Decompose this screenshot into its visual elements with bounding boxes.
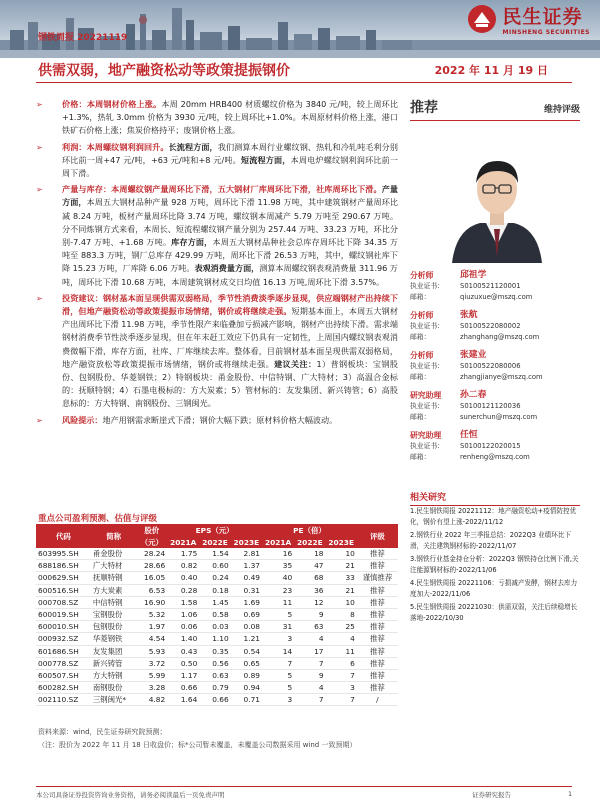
table-cell: 21 — [326, 584, 357, 596]
table-cell: 25 — [326, 621, 357, 633]
summary-risk: ➢ 风险提示：地产用钢需求断崖式下滑；钢价大幅下跌；原材料价格大幅波动。 — [36, 414, 398, 427]
related-research-item[interactable]: 2.钢铁行业 2022 年三季报总结：2022Q3 业绩环比下滑，关注建筑钢材标的-2022/11/07 — [410, 531, 572, 550]
table-cell: 1.10 — [199, 633, 230, 645]
cert-label: 执业证书： — [410, 442, 444, 450]
table-cell: 000778.SZ — [36, 657, 91, 669]
analyst-email[interactable]: sunerchun@mszq.com — [460, 413, 538, 421]
table-cell: 谨慎推荐 — [357, 572, 398, 584]
table-cell: 华菱钢铁 — [91, 633, 137, 645]
table-cell: 600010.SH — [36, 621, 91, 633]
col-code: 代码 — [36, 524, 91, 548]
table-cell: 甬金股份 — [91, 548, 137, 560]
table-cell: 47 — [294, 560, 325, 572]
table-cell: 0.06 — [167, 621, 199, 633]
table-cell: 推荐 — [357, 657, 398, 669]
table-cell: 友发集团 — [91, 645, 137, 657]
table-cell: 5 — [262, 608, 294, 620]
related-research-item[interactable]: 1.民生钢铁周报 20221112：地产融资松动+疫情防控优化，钢价有望上涨-2022/11/12 — [410, 507, 577, 526]
brand-name-en: MINSHENG SECURITIES — [502, 29, 590, 36]
table-cell: 1.69 — [231, 596, 262, 608]
table-cell: 5.32 — [136, 608, 167, 620]
table-row — [36, 560, 398, 572]
table-cell: 0.79 — [199, 682, 230, 694]
table-cell: 0.50 — [167, 657, 199, 669]
table-cell: 16.05 — [136, 572, 167, 584]
analyst-card — [410, 430, 580, 463]
analyst-cert: S0100121120036 — [460, 402, 521, 410]
table-cell: 4 — [294, 633, 325, 645]
analyst-name: 任恒 — [460, 430, 478, 440]
analyst-cert: S0100522080002 — [460, 322, 521, 330]
table-cell: 推荐 — [357, 548, 398, 560]
analyst-email[interactable]: zhangjianye@mszq.com — [460, 373, 543, 381]
analyst-role: 分析师 — [410, 311, 434, 320]
report-title: 供需双弱，地产融资松动等政策提振钢价 — [38, 63, 290, 79]
analyst-cert: S0100522080006 — [460, 362, 521, 370]
footer-divider — [36, 786, 572, 787]
table-cell: 0.08 — [231, 621, 262, 633]
analyst-role: 研究助理 — [410, 391, 442, 400]
table-row — [36, 584, 398, 596]
bullet-arrow-icon: ➢ — [36, 142, 43, 152]
table-cell: 0.43 — [167, 645, 199, 657]
analyst-cert: S0100122020015 — [460, 442, 521, 450]
col-name: 简称 — [91, 524, 137, 548]
table-cell: / — [357, 694, 398, 706]
analyst-name: 邱祖学 — [460, 270, 487, 280]
analyst-role: 分析师 — [410, 271, 434, 280]
table-cell: 688186.SH — [36, 560, 91, 572]
table-cell: 7 — [294, 657, 325, 669]
table-row — [36, 596, 398, 608]
analyst-card — [410, 310, 580, 343]
forecast-table — [36, 524, 398, 706]
table-cell: 1.75 — [167, 548, 199, 560]
cert-label: 执业证书： — [410, 322, 444, 330]
related-research-title: 相关研究 — [410, 490, 580, 506]
table-cell: 601686.SH — [36, 645, 91, 657]
table-cell: 0.63 — [199, 669, 230, 681]
table-cell: 000932.SZ — [36, 633, 91, 645]
table-cell: 4 — [326, 633, 357, 645]
table-cell: 6 — [326, 657, 357, 669]
table-cell: 推荐 — [357, 682, 398, 694]
analyst-card — [410, 350, 580, 383]
related-research-item[interactable]: 5.民生钢铁周报 20221030：供需双弱，关注后续稳增长落地-2022/10/30 — [410, 603, 578, 622]
col-year: 2022E — [294, 536, 325, 548]
table-cell: 68 — [294, 572, 325, 584]
bullet-arrow-icon: ➢ — [36, 100, 43, 109]
analyst-card — [410, 270, 580, 303]
email-label: 邮箱： — [410, 293, 431, 301]
analyst-cert: S0100521120001 — [460, 282, 521, 290]
analyst-email[interactable]: renheng@mszq.com — [460, 453, 530, 461]
table-cell: 宝钢股份 — [91, 608, 137, 620]
col-price-unit: （元） — [136, 536, 167, 548]
cert-label: 执业证书： — [410, 282, 444, 290]
table-cell: 5.93 — [136, 645, 167, 657]
table-cell: 1.21 — [231, 633, 262, 645]
bullet-arrow-icon: ➢ — [36, 415, 43, 425]
table-cell: 0.69 — [231, 608, 262, 620]
table-cell: 5 — [262, 682, 294, 694]
table-cell: 方大特钢 — [91, 669, 137, 681]
col-year: 2022E — [199, 536, 230, 548]
table-cell: 0.28 — [167, 584, 199, 596]
table-cell: 14 — [262, 645, 294, 657]
table-cell: 21 — [326, 560, 357, 572]
table-cell: 7 — [326, 694, 357, 706]
related-research-item[interactable]: 3.钢铁行业基金持仓分析：2022Q3 钢铁持仓比例下滑,关注能源钢材标的-2022/11/06 — [410, 555, 579, 574]
table-row — [36, 657, 398, 669]
table-cell: 000708.SZ — [36, 596, 91, 608]
table-cell: 35 — [262, 560, 294, 572]
table-row — [36, 669, 398, 681]
table-cell: 7 — [294, 694, 325, 706]
summary-investment: ➢ 投资建议：钢材基本面呈现供需双弱格局，季节性消费淡季逐步显现，供应端钢材产出持续下滑，但地产融资松动等政策提振市场情绪，钢价或将继续走强。短期基本面上，本周五大钢材产出周环比下滑 11.98 万吨，季节性限产来临叠加亏损减产影响，钢材产出持续下滑。需求端钢材消费季节性淡季逐步显现，但在年末赶工效应下仍具有一定韧性，上周国内螺纹钢表观消费微幅下滑，库存方面，社库、厂库继续去库。整体看，目前钢材基本面呈现供需双弱格局，地产融资放松等政策提振市场情绪，钢价或将继续走强。建议关注：1）普钢板块：宝钢股份、包钢股份、华菱钢铁；2）特钢板块：甬金股份、中信特钢、广大特材；3）高温合金标的：抚顺特钢；4）石墨电极标的：方大炭素；5）管材标的：友发集团、新兴铸管；6）高股息标的：方大特钢、南钢股份、三钢闽光。 — [36, 292, 398, 409]
table-cell: 推荐 — [357, 669, 398, 681]
table-cell: 1.40 — [167, 633, 199, 645]
table-cell: 1.58 — [167, 596, 199, 608]
table-cell: 5 — [262, 669, 294, 681]
analyst-role: 分析师 — [410, 351, 434, 360]
email-label: 邮箱： — [410, 413, 431, 421]
analyst-email[interactable]: zhanghang@mszq.com — [460, 333, 540, 341]
table-cell: 4 — [294, 682, 325, 694]
col-year: 2023E — [231, 536, 262, 548]
table-cell: 中信特钢 — [91, 596, 137, 608]
table-row — [36, 694, 398, 706]
table-cell: 方大炭素 — [91, 584, 137, 596]
table-body — [36, 548, 398, 706]
analyst-photo — [430, 137, 564, 263]
table-cell: 包钢股份 — [91, 621, 137, 633]
table-cell: 603995.SH — [36, 548, 91, 560]
table-cell: 3 — [326, 682, 357, 694]
table-cell: 0.24 — [199, 572, 230, 584]
table-row — [36, 682, 398, 694]
table-title: 重点公司盈利预测、估值与评级 — [38, 514, 158, 524]
table-cell: 1.97 — [136, 621, 167, 633]
table-cell: 33 — [326, 572, 357, 584]
email-label: 邮箱： — [410, 453, 431, 461]
table-row — [36, 548, 398, 560]
table-cell: 3 — [262, 633, 294, 645]
col-eps: EPS（元） — [167, 524, 262, 536]
table-source: 资料来源：wind，民生证券研究院预测； — [38, 728, 167, 736]
bullet-arrow-icon: ➢ — [36, 185, 43, 195]
table-cell: 推荐 — [357, 608, 398, 620]
table-cell: 4.82 — [136, 694, 167, 706]
table-cell: 3.72 — [136, 657, 167, 669]
table-cell: 1.17 — [167, 669, 199, 681]
table-cell: 28.24 — [136, 548, 167, 560]
table-cell: 18 — [294, 548, 325, 560]
table-cell: 2.81 — [231, 548, 262, 560]
table-cell: 推荐 — [357, 645, 398, 657]
table-cell: 600019.SH — [36, 608, 91, 620]
table-cell: 0.94 — [231, 682, 262, 694]
related-research-list — [410, 506, 582, 626]
table-cell: 0.03 — [199, 621, 230, 633]
table-cell: 1.06 — [167, 608, 199, 620]
table-row — [36, 621, 398, 633]
table-cell: 11 — [326, 645, 357, 657]
table-cell: 28.66 — [136, 560, 167, 572]
table-cell: 0.18 — [199, 584, 230, 596]
table-cell: 31 — [262, 621, 294, 633]
email-label: 邮箱： — [410, 373, 431, 381]
table-cell: 0.40 — [167, 572, 199, 584]
table-cell: 0.54 — [231, 645, 262, 657]
brand-logo — [467, 2, 591, 36]
table-row — [36, 608, 398, 620]
table-cell: 1.37 — [231, 560, 262, 572]
col-price: 股价 — [136, 524, 167, 536]
table-cell: 0.31 — [231, 584, 262, 596]
table-cell: 推荐 — [357, 633, 398, 645]
report-date: 2022 年 11 月 19 日 — [434, 64, 548, 77]
table-cell: 17 — [294, 645, 325, 657]
table-cell: 0.56 — [199, 657, 230, 669]
table-cell: 推荐 — [357, 560, 398, 572]
footer-site: 证券研究报告 — [472, 791, 511, 799]
table-cell: 002110.SZ — [36, 694, 91, 706]
report-type: 钢铁周报 20221119 — [38, 33, 128, 43]
analyst-email[interactable]: qiuzuxue@mszq.com — [460, 293, 533, 301]
table-cell: 抚顺特钢 — [91, 572, 137, 584]
cert-label: 执业证书： — [410, 362, 444, 370]
header-banner — [0, 0, 600, 58]
table-cell: 0.60 — [199, 560, 230, 572]
footer-disclaimer: 本公司具备证券投资咨询业务资格，请务必阅读最后一页免责声明 — [36, 791, 225, 799]
table-cell: 10 — [326, 548, 357, 560]
summary-section — [36, 98, 398, 430]
summary-profit: ➢ 利润：本周螺纹钢利润回升。长流程方面，我们测算本周行业螺纹钢、热轧和冷轧吨毛利分别环比前一周+47 元/吨，+63 元/吨和+8 元/吨。短流程方面，本周电炉螺纹钢利润环比前一周下滑。 — [36, 141, 398, 179]
table-cell: 0.49 — [231, 572, 262, 584]
cert-label: 执业证书： — [410, 402, 444, 410]
table-cell: 9 — [294, 669, 325, 681]
bullet-arrow-icon: ➢ — [36, 293, 43, 303]
table-cell: 16 — [262, 548, 294, 560]
table-cell: 0.82 — [167, 560, 199, 572]
analyst-name: 张建业 — [460, 350, 487, 360]
analyst-name: 孙二春 — [460, 390, 487, 400]
table-cell: 11 — [262, 596, 294, 608]
table-cell: 16.90 — [136, 596, 167, 608]
table-cell: 8 — [326, 608, 357, 620]
table-cell: 600507.SH — [36, 669, 91, 681]
summary-output-inventory: ➢ 产量与库存：本周螺纹钢产量周环比下滑，五大钢材厂库周环比下滑，社库周环比下滑。产量方面，本周五大钢材品种产量 928 万吨，周环比下滑 11.98 万吨，其中建筑钢材产量周环比减 8.24 万吨，板材产量周环比降 3.74 万吨，螺纹钢本周减产 5.79 万吨至 290.67 万吨。分不同炼钢方式来看，本周长、短流程螺纹钢产量分别为 257.44 万吨、33.23 万吨，环比分别-7.47 万吨、+1.68 万吨。库存方面，本周五大钢材品种社会总库存周环比下降 34.35 万吨至 883.3 万吨，钢厂总库存 429.99 万吨，周环比下滑 26.53 万吨，其中，螺纹钢社库下降 15.23 万吨，厂库降 6.06 万吨。表观消费量方面，测算本周螺纹钢表观消费量 311.96 万吨，周环比下滑 10.68 万吨，本周建筑钢材成交日均值 16.13 万吨,周环比下滑 3.57%。 — [36, 184, 399, 287]
related-research-item[interactable]: 4.民生钢铁周报 20221106：亏损减产发酵，钢材去库力度加大-2022/11/06 — [410, 579, 578, 598]
rating-state: 维持评级 — [543, 105, 580, 115]
table-cell: 7 — [326, 669, 357, 681]
table-cell: 000629.SH — [36, 572, 91, 584]
table-cell: 1.54 — [199, 548, 230, 560]
table-cell: 0.58 — [199, 608, 230, 620]
table-cell: 推荐 — [357, 596, 398, 608]
table-cell: 0.89 — [231, 669, 262, 681]
table-cell: 推荐 — [357, 584, 398, 596]
table-row — [36, 572, 398, 584]
table-cell: 三钢闽光* — [91, 694, 137, 706]
table-row — [36, 645, 398, 657]
table-cell: 0.66 — [199, 694, 230, 706]
brand-name-cn: 民生证券 — [502, 6, 583, 28]
analyst-list — [410, 270, 580, 470]
minsheng-logo-icon — [467, 4, 497, 34]
table-cell: 40 — [262, 572, 294, 584]
title-divider — [36, 82, 572, 83]
table-cell: 23 — [262, 584, 294, 596]
table-cell: 0.35 — [199, 645, 230, 657]
table-row — [36, 633, 398, 645]
table-cell: 600516.SH — [36, 584, 91, 596]
table-cell: 0.71 — [231, 694, 262, 706]
table-cell: 0.66 — [167, 682, 199, 694]
table-cell: 南钢股份 — [91, 682, 137, 694]
email-label: 邮箱： — [410, 333, 431, 341]
analyst-name: 张航 — [460, 310, 478, 320]
rating-panel — [410, 97, 580, 267]
table-cell: 4.54 — [136, 633, 167, 645]
table-cell: 7 — [262, 657, 294, 669]
table-cell: 新兴铸管 — [91, 657, 137, 669]
page-number: 1 — [568, 790, 573, 798]
table-cell: 6.53 — [136, 584, 167, 596]
table-cell: 3 — [262, 694, 294, 706]
table-cell: 63 — [294, 621, 325, 633]
col-year: 2021A — [262, 536, 294, 548]
analyst-role: 研究助理 — [410, 431, 442, 440]
table-cell: 1.45 — [199, 596, 230, 608]
col-pe: PE（倍） — [262, 524, 357, 536]
col-rating: 评级 — [357, 524, 398, 548]
summary-price: ➢ 价格：本周钢材价格上涨。本周 20mm HRB400 材质螺纹价格为 3840 元/吨，较上周环比+1.3%，热轧 3.0mm 价格为 3930 元/吨，较上周环比+1.0%。本周原材料价格上涨，港口铁矿石价格上涨；焦炭价格持平；废钢价格上涨。 — [36, 99, 398, 136]
table-cell: 5.99 — [136, 669, 167, 681]
table-cell: 600282.SH — [36, 682, 91, 694]
table-cell: 9 — [294, 608, 325, 620]
col-year: 2021A — [167, 536, 199, 548]
table-cell: 0.65 — [231, 657, 262, 669]
table-cell: 3.28 — [136, 682, 167, 694]
table-cell: 广大特材 — [91, 560, 137, 572]
table-cell: 12 — [294, 596, 325, 608]
table-cell: 10 — [326, 596, 357, 608]
table-cell: 1.64 — [167, 694, 199, 706]
col-year: 2023E — [326, 536, 357, 548]
table-cell: 推荐 — [357, 621, 398, 633]
rating-label: 推荐 — [410, 100, 438, 116]
analyst-card — [410, 390, 580, 423]
table-note: （注：股价为 2022 年 11 月 18 日收盘价；标*公司暂未覆盖，未覆盖公司数据采用 wind 一致预期） — [38, 741, 357, 749]
table-cell: 36 — [294, 584, 325, 596]
